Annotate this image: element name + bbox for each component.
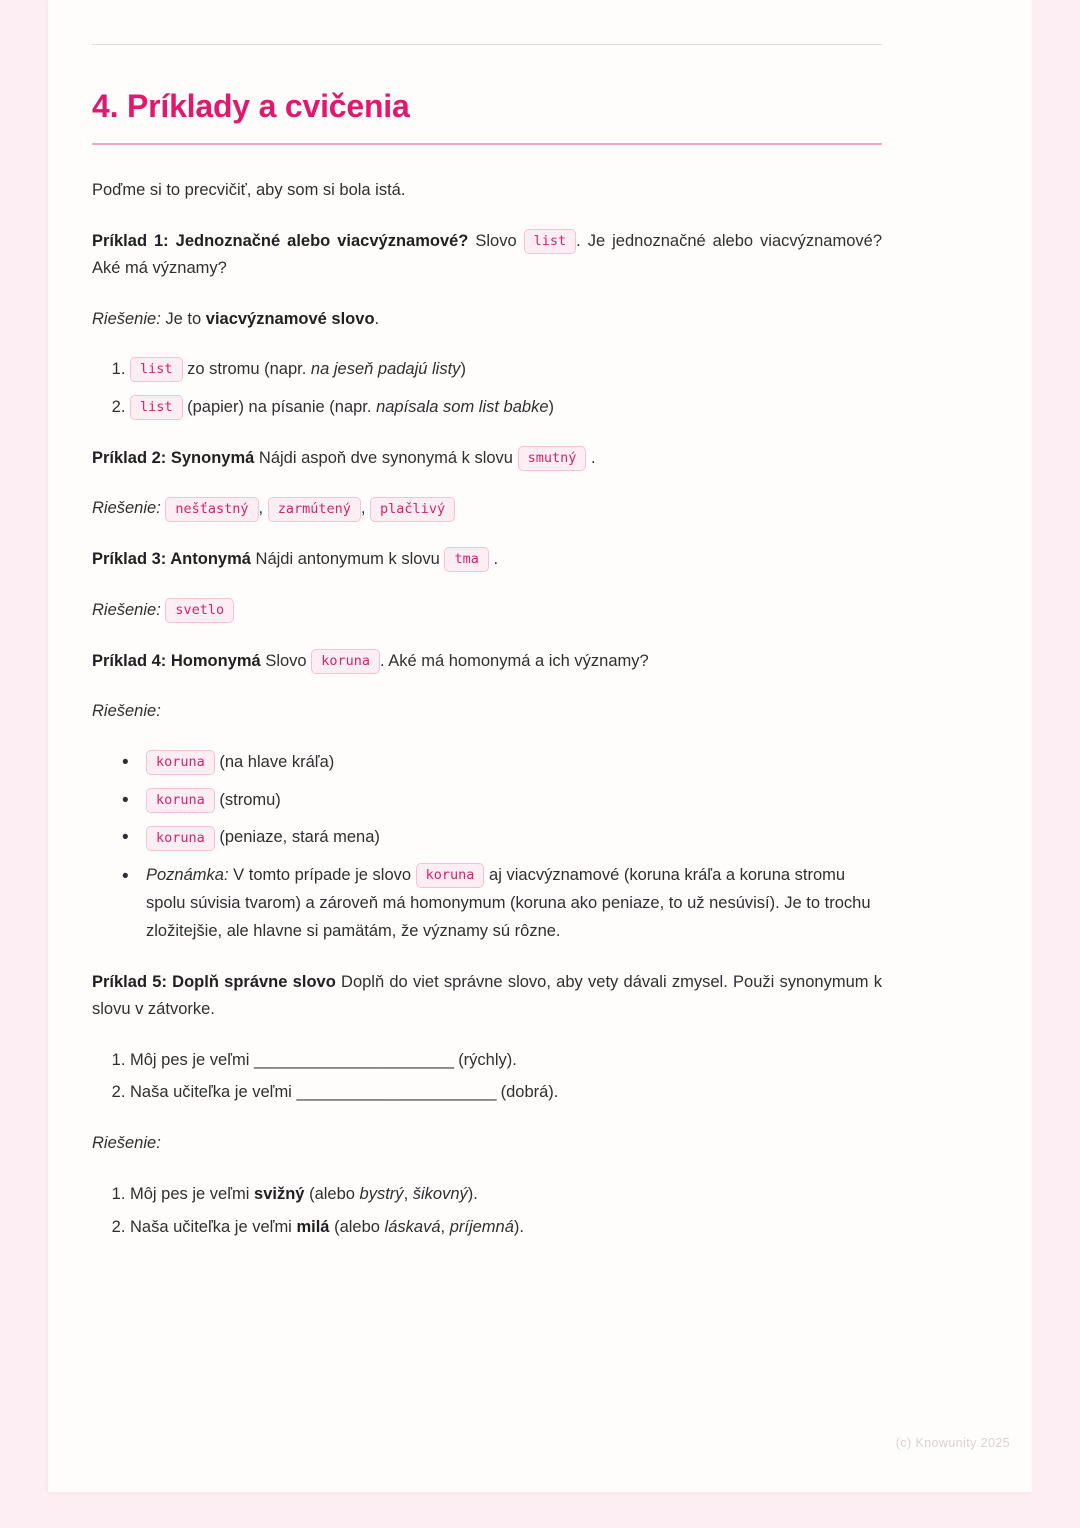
task-blank: _______________________ [296, 1083, 497, 1102]
list-item [130, 1181, 882, 1208]
example-4-homonym-list [92, 749, 882, 945]
example-1-solution-end: . [374, 309, 380, 328]
example-1-meaning-list [92, 356, 882, 420]
example-1-code: list [524, 229, 577, 254]
example-2-solution-label: Riešenie: [92, 499, 161, 518]
answer-before: Naša učiteľka je veľmi [130, 1217, 292, 1236]
meaning-code: list [130, 395, 183, 420]
answer-italic-2: šikovný [412, 1184, 468, 1203]
meaning-end: ) [548, 397, 555, 416]
list-item [114, 787, 882, 814]
title-divider [92, 143, 882, 145]
example-5-solution-label-row [92, 1130, 882, 1157]
example-1-solution-bold: viacvýznamové slovo [205, 309, 375, 328]
example-5-prompt [92, 969, 882, 1022]
synonym-code: plačlivý [370, 497, 455, 522]
example-3-prompt [92, 546, 882, 573]
list-item [130, 356, 882, 383]
homonym-code: koruna [146, 788, 215, 813]
answer-before: Môj pes je veľmi [130, 1184, 250, 1203]
answer-italic-2: príjemná [449, 1217, 514, 1236]
example-2-prompt [92, 445, 882, 472]
answer-bold: svižný [254, 1184, 305, 1203]
meaning-end: ) [460, 360, 466, 379]
answer-italic-1: láskavá [384, 1217, 441, 1236]
list-item [130, 394, 882, 421]
example-2-text-after: . [590, 448, 596, 467]
meaning-text: (papier) na písanie (napr. [187, 397, 372, 416]
task-text-before: Môj pes je veľmi [130, 1050, 250, 1069]
example-1-prompt [92, 228, 882, 281]
answer-separator: , [403, 1184, 409, 1203]
example-5-solution-label: Riešenie: [92, 1134, 161, 1153]
example-1-solution-lead: Je to [165, 309, 202, 328]
note-part-2: aj viacvýznamové (koruna kráľa a koruna stromu spolu súvisia tvarom) a zároveň má homonymum (koruna ako peniaze, to už nesúvisí). Je to trochu zložitejšie, ale hlavne si pamätám, že významy sú rôzne. [146, 866, 871, 940]
synonym-code: zarmútený [268, 497, 361, 522]
answer-end: ). [467, 1184, 478, 1203]
example-3-code: tma [444, 547, 488, 572]
example-4-code: koruna [311, 649, 380, 674]
answer-end: ). [513, 1217, 524, 1236]
homonym-text: (peniaze, stará mena) [219, 828, 380, 847]
example-4-text-after: . Aké má homonymá a ich významy? [379, 651, 649, 670]
list-item [130, 1079, 882, 1106]
document-page [48, 0, 1032, 1492]
answer-bold: milá [296, 1217, 330, 1236]
meaning-example: napísala som list babke [376, 397, 549, 416]
example-3-text-after: . [493, 550, 499, 569]
note-part-1: V tomto prípade je slovo [233, 866, 412, 885]
top-divider [92, 44, 882, 45]
task-text-after: (dobrá). [500, 1083, 559, 1102]
homonym-code: koruna [146, 826, 215, 851]
example-4-label: Príklad 4: Homonymá [92, 651, 261, 670]
example-2-code: smutný [518, 446, 587, 471]
task-text-after: (rýchly). [458, 1050, 517, 1069]
synonym-code: nešťastný [165, 497, 258, 522]
example-5-task-list [92, 1047, 882, 1106]
task-blank: _______________________ [254, 1050, 454, 1069]
homonym-code: koruna [146, 750, 215, 775]
meaning-code: list [130, 357, 183, 382]
example-1-text-before: Slovo [475, 232, 517, 251]
intro-paragraph: Poďme si to precvičiť, aby som si bola istá. [92, 181, 406, 200]
page-title: 4. Príklady a cvičenia [92, 88, 410, 124]
list-item-note [114, 862, 882, 945]
watermark: (c) Knowunity 2025 [895, 1436, 1010, 1450]
answer-mid: (alebo [309, 1184, 355, 1203]
example-2-text-before: Nájdi aspoň dve synonymá k slovu [258, 448, 513, 467]
answer-separator: , [440, 1217, 446, 1236]
example-1-solution-label: Riešenie: [92, 309, 161, 328]
example-1-solution [92, 306, 882, 333]
task-text-before: Naša učiteľka je veľmi [130, 1083, 292, 1102]
note-label: Poznámka: [146, 866, 229, 885]
example-4-text-before: Slovo [265, 651, 307, 670]
list-item [114, 824, 882, 851]
example-3-label: Príklad 3: Antonymá [92, 550, 251, 569]
example-2-solution: Riešenie: nešťastný , zarmútený , plačlivý [92, 495, 882, 522]
antonym-code: svetlo [165, 598, 234, 623]
example-5-text-after: Doplň do viet správne slovo, aby vety dávali zmysel. Použi synonymum k slovu v zátvorke. [92, 973, 882, 1019]
example-4-solution-label: Riešenie: [92, 702, 161, 721]
answer-italic-1: bystrý [359, 1184, 404, 1203]
example-2-label: Príklad 2: Synonymá [92, 448, 255, 467]
list-item [130, 1047, 882, 1074]
example-5-label: Príklad 5: Doplň správne slovo [92, 973, 336, 992]
homonym-text: (stromu) [219, 790, 281, 809]
example-5-answer-list [92, 1181, 882, 1240]
example-1-text-after: . Je jednoznačné alebo viacvýznamové? Aké má významy? [92, 232, 882, 277]
example-3-solution-label: Riešenie: [92, 600, 161, 619]
page-side-margin [1032, 0, 1080, 1528]
example-3-solution [92, 597, 882, 624]
example-4-solution-label-row [92, 698, 882, 725]
meaning-example: na jeseň padajú listy [310, 360, 461, 379]
example-1-label: Príklad 1: Jednoznačné alebo viacvýznamové? [92, 232, 469, 251]
example-3-text-before: Nájdi antonymum k slovu [255, 550, 440, 569]
list-item [130, 1214, 882, 1241]
meaning-text: zo stromu (napr. [187, 360, 307, 379]
example-4-prompt [92, 648, 882, 675]
list-item [114, 749, 882, 776]
answer-mid: (alebo [334, 1217, 380, 1236]
note-code: koruna [416, 863, 485, 888]
homonym-text: (na hlave kráľa) [219, 753, 335, 772]
